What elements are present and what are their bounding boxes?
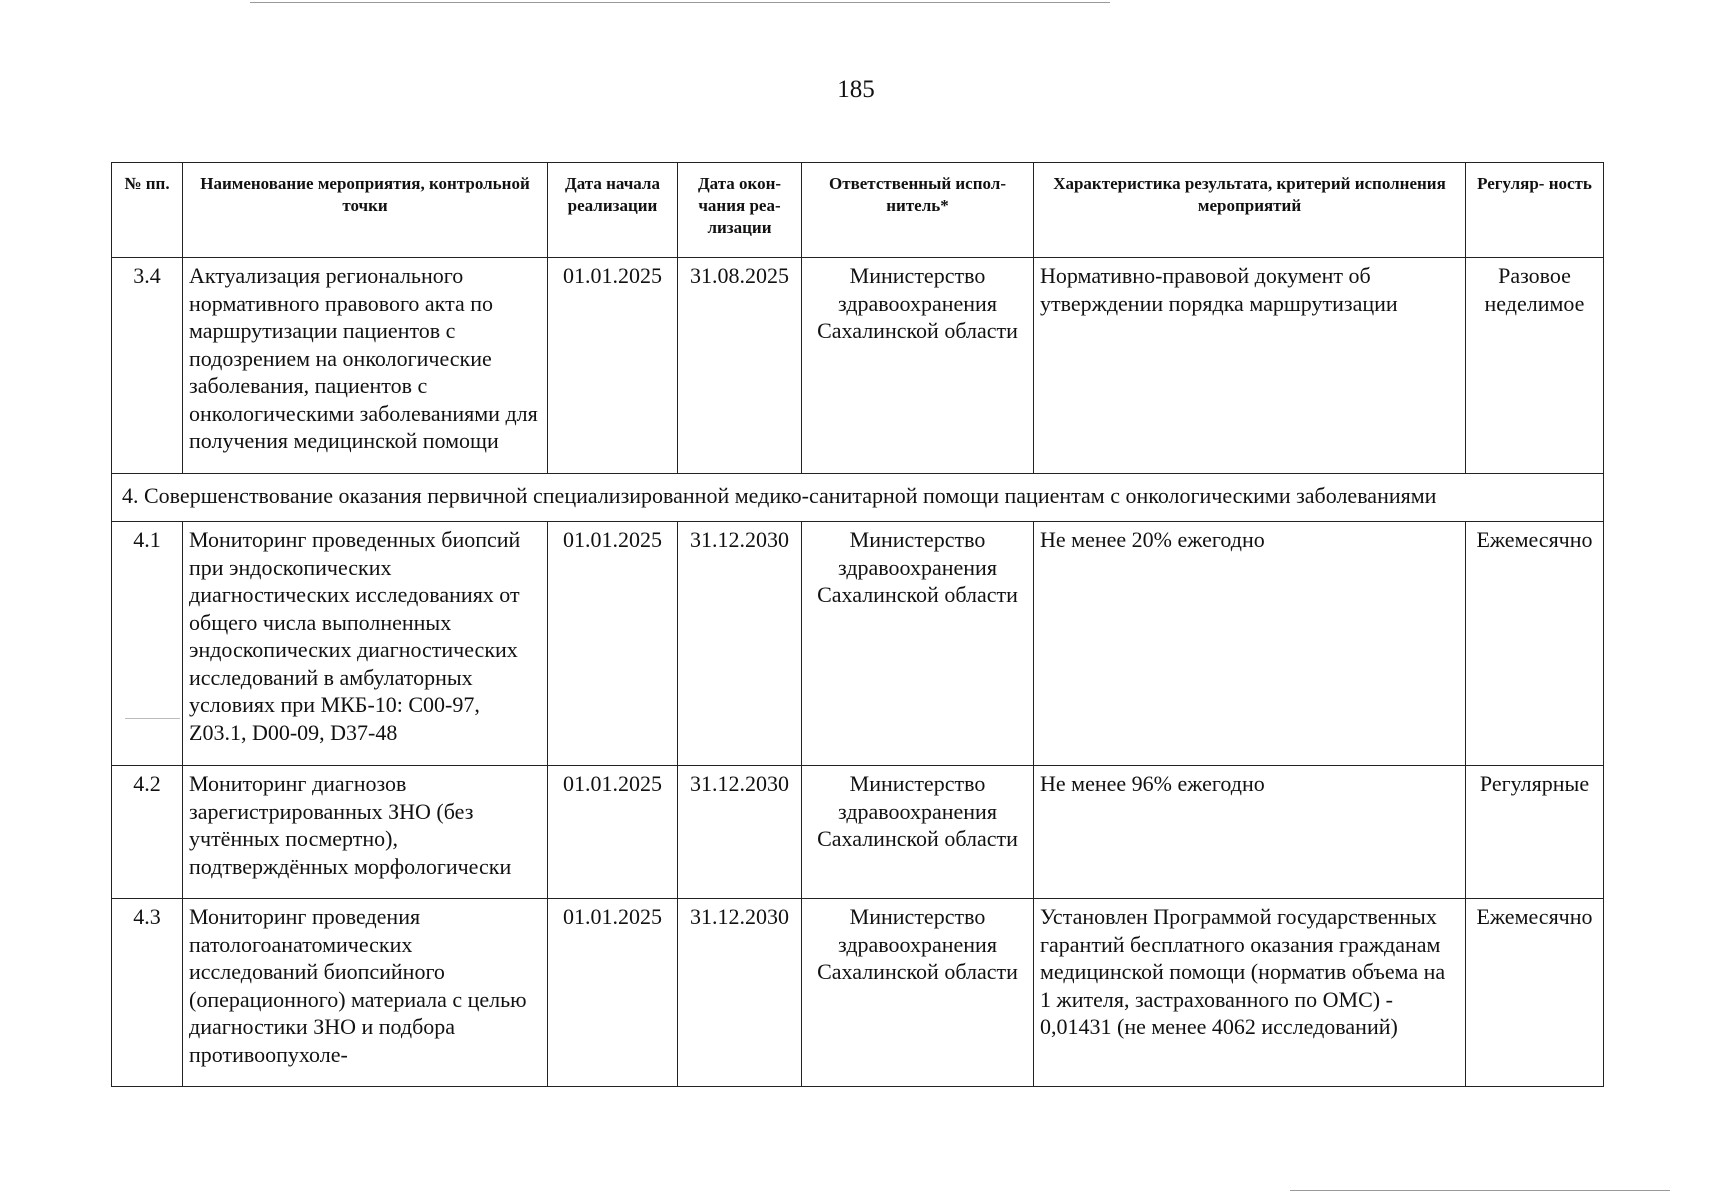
row-name: Мониторинг проведенных биопсий при эндоскопических диагностических исследованиях от общего числа выполненных эндоскопических диагностических исследований в амбулаторных условиях при МКБ-10: С00-97, Z03.1, D00-09, D37-48 xyxy=(183,522,548,766)
table-row xyxy=(112,258,1604,474)
row-result: Не менее 96% ежегодно xyxy=(1034,766,1466,899)
row-name: Мониторинг диагнозов зарегистрированных ЗНО (без учтённых посмертно), подтверждённых морфологически xyxy=(183,766,548,899)
row-result: Установлен Программой государственных гарантий бесплатного оказания гражданам медицинской помощи (норматив объема на 1 жителя, застрахованного по ОМС) - 0,01431 (не менее 4062 исследований) xyxy=(1034,899,1466,1087)
row-name: Актуализация регионального нормативного правового акта по маршрутизации пациентов с подозрением на онкологические заболевания, пациентов с онкологическими заболеваниями для получения медицинской помощи xyxy=(183,258,548,474)
row-executor: Министерство здравоохранения Сахалинской области xyxy=(802,258,1034,474)
row-regularity: Регулярные xyxy=(1466,766,1604,899)
header-regularity: Регуляр- ность xyxy=(1466,163,1604,258)
row-result: Не менее 20% ежегодно xyxy=(1034,522,1466,766)
row-regularity: Ежемесячно xyxy=(1466,899,1604,1087)
header-start: Дата начала реализации xyxy=(548,163,678,258)
row-num: 4.3 xyxy=(112,899,183,1087)
row-executor: Министерство здравоохранения Сахалинской области xyxy=(802,899,1034,1087)
row-end: 31.12.2030 xyxy=(678,522,802,766)
header-executor: Ответственный испол- нитель* xyxy=(802,163,1034,258)
scan-artifact xyxy=(125,718,180,719)
page-number: 185 xyxy=(837,76,875,103)
row-result: Нормативно-правовой документ об утверждении порядка маршрутизации xyxy=(1034,258,1466,474)
activities-table xyxy=(111,162,1604,1087)
row-num: 4.2 xyxy=(112,766,183,899)
section-row xyxy=(112,474,1604,522)
row-num: 3.4 xyxy=(112,258,183,474)
section-title: 4. Совершенствование оказания первичной специализированной медико-санитарной помощи пациентам с онкологическими заболеваниями xyxy=(112,474,1604,522)
row-start: 01.01.2025 xyxy=(548,522,678,766)
scan-artifact xyxy=(1290,1190,1670,1191)
row-start: 01.01.2025 xyxy=(548,766,678,899)
table-row xyxy=(112,766,1604,899)
row-start: 01.01.2025 xyxy=(548,258,678,474)
row-executor: Министерство здравоохранения Сахалинской области xyxy=(802,522,1034,766)
scan-artifact xyxy=(250,2,1110,3)
row-end: 31.12.2030 xyxy=(678,766,802,899)
table-row xyxy=(112,522,1604,766)
header-end: Дата окон- чания реа- лизации xyxy=(678,163,802,258)
row-regularity: Ежемесячно xyxy=(1466,522,1604,766)
row-name: Мониторинг проведения патологоанатомических исследований биопсийного (операционного) материала с целью диагностики ЗНО и подбора противоопухоле- xyxy=(183,899,548,1087)
row-end: 31.08.2025 xyxy=(678,258,802,474)
header-num: № пп. xyxy=(112,163,183,258)
table-header-row xyxy=(112,163,1604,258)
row-executor: Министерство здравоохранения Сахалинской области xyxy=(802,766,1034,899)
header-name: Наименование мероприятия, контрольной точки xyxy=(183,163,548,258)
table-row xyxy=(112,899,1604,1087)
row-start: 01.01.2025 xyxy=(548,899,678,1087)
row-regularity: Разовое неделимое xyxy=(1466,258,1604,474)
header-result: Характеристика результата, критерий исполнения мероприятий xyxy=(1034,163,1466,258)
row-end: 31.12.2030 xyxy=(678,899,802,1087)
row-num: 4.1 xyxy=(112,522,183,766)
